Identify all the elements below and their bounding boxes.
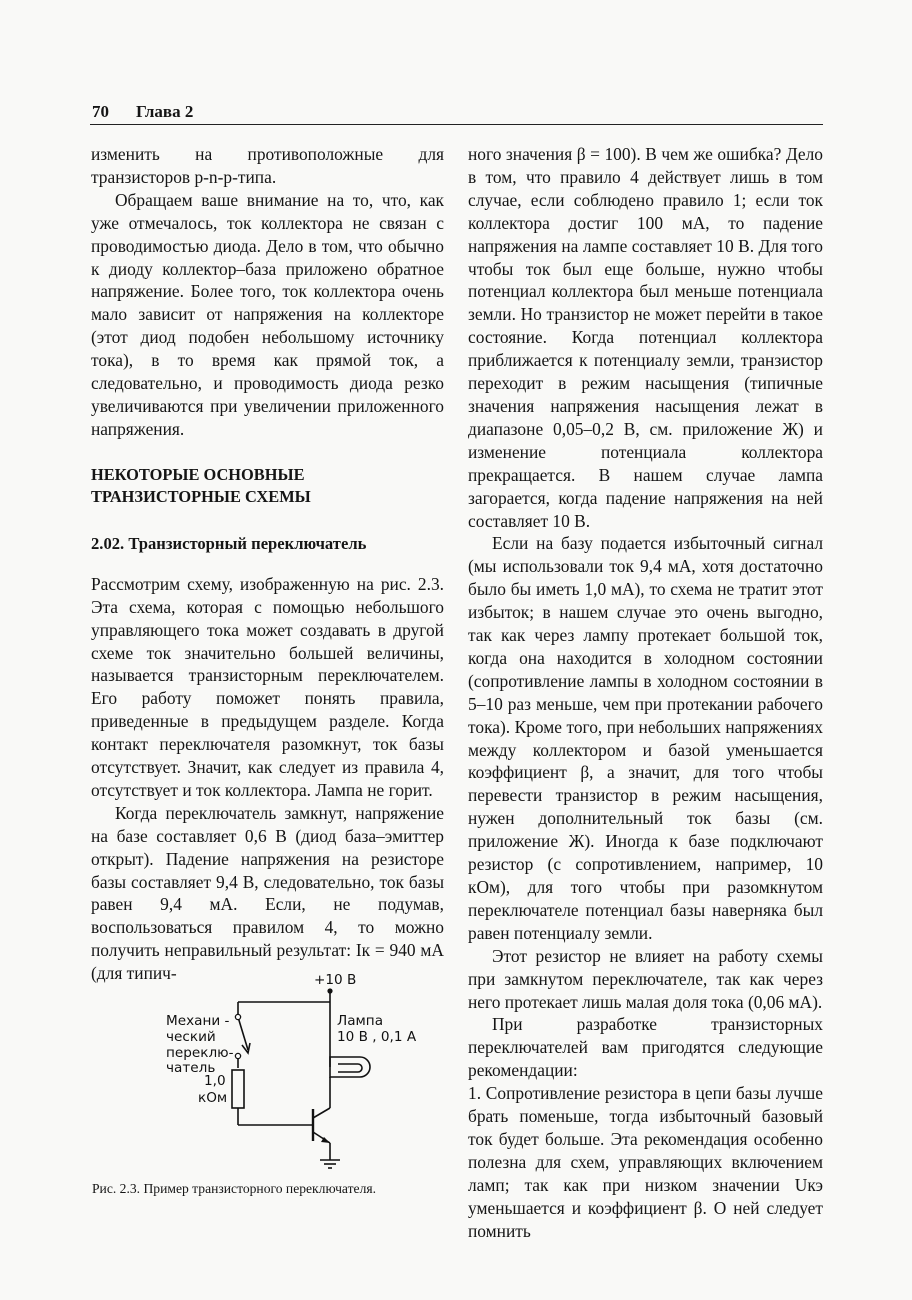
paragraph: ного значения β = 100). В чем же ошибка? Дело в том, что правило 4 действует лишь в том случае, если соблюдено правило 1; если ток коллектора достиг 100 мА, то падение напряжения на лампе составляет 10 В. Для того чтобы ток был еще больше, нужно чтобы потенциал коллектора был меньше потенциала земли. Но транзистор не может перейти в такое состояние. Когда потенциал коллектора приближается к потенциалу земли, транзистор переходит в режим насыщения (типичные значения напряжения насыщения лежат в диапазоне 0,05–0,2 В, см. приложение Ж) и изменение потенциала коллектора прекращается. В нашем случае лампа загорается, когда падение напряжения на ней составляет 10 В. (468, 144, 823, 531)
paragraph: Рассмотрим схему, изображенную на рис. 2.3. Эта схема, которая с помощью небольшого управляющего тока может создавать в другой схеме ток значительно большей величины, называется транзисторным переключателем. Его работу поможет понять правила, приведенные в предыдущем разделе. Когда контакт переключателя разомкнут, ток базы отсутствует. Значит, как следует из правила 4, отсутствует и ток коллектора. Лампа не горит. (91, 573, 444, 800)
running-head (92, 101, 822, 123)
lamp-label: Лампа (337, 1013, 384, 1029)
lamp-label: 10 В , 0,1 А (337, 1029, 417, 1045)
lamp-symbol (330, 1057, 370, 1077)
switch-label: ческий (166, 1029, 216, 1045)
switch-label: чатель (166, 1060, 216, 1076)
page-number: 70 (92, 102, 109, 121)
paragraph: Этот резистор не влияет на работу схемы при замкнутом переключателе, так как через него протекает лишь малая доля тока (0,06 мА). (468, 945, 823, 1012)
transistor-collector (313, 1108, 330, 1118)
chapter-title: Глава 2 (136, 102, 194, 121)
paragraph: изменить на противоположные для транзисторов p-n-p-типа. (91, 144, 444, 187)
resistor-label: 1,0 (204, 1073, 226, 1089)
section-heading (91, 464, 444, 508)
switch-label: переклю- (166, 1045, 234, 1061)
resistor-symbol (232, 1070, 244, 1108)
subsection-heading: 2.02. Транзисторный переключатель (91, 533, 367, 553)
circuit-figure (90, 965, 450, 1180)
figure-caption: Рис. 2.3. Пример транзисторного переключателя. (92, 1181, 377, 1196)
supply-node (327, 988, 332, 993)
left-column (91, 143, 444, 985)
paragraph: Если на базу подается избыточный сигнал (мы использовали ток 9,4 мА, хотя достаточно было бы иметь 1,0 мА), то схема не тратит этот избыток; в нашем случае это очень выгодно, так как через лампу протекает большой ток, когда она находится в холодном состоянии (сопротивление лампы в холодном состоянии в 5–10 раз меньше, чем при протекании рабочего тока). Кроме того, при небольших напряжениях между коллектором и базой уменьшается коэффициент β, а значит, для того чтобы перевести транзистор в режим насыщения, нужен дополнительный ток базы (см. приложение Ж). Иногда к базе подключают резистор (с сопротивлением, например, 10 кОм), для того чтобы при разомкнутом переключателе потенциал базы наверняка был равен потенциалу земли. (468, 533, 823, 943)
supply-label: +10 В (314, 972, 357, 988)
switch-contact-top (235, 1014, 240, 1019)
transistor-switch-diagram (90, 965, 450, 1180)
paragraph: Обращаем ваше внимание на то, что, как уже отмечалось, ток коллектора не связан с проводимостью диода. Дело в том, что обычно к диоду коллектор–база приложено обратное напряжение. Более того, ток коллектора очень мало зависит от напряжения на коллекторе (этот диод подобен небольшому источнику тока), в то время как прямой ток, а следовательно, и проводимость диода резко увеличиваются при увеличении приложенного напряжения. (91, 189, 444, 439)
switch-contact-bottom (235, 1053, 240, 1058)
section-heading-line: ТРАНЗИСТОРНЫЕ СХЕМЫ (91, 486, 311, 506)
switch-label: Механи - (166, 1013, 230, 1029)
paragraph: При разработке транзисторных переключателей вам пригодятся следующие рекомендации: (468, 1014, 823, 1081)
section-heading-line: НЕКОТОРЫЕ ОСНОВНЫЕ (91, 464, 305, 484)
resistor-label: кОм (198, 1090, 228, 1106)
right-column (468, 143, 823, 1243)
lamp-filament (338, 1064, 362, 1072)
paragraph: 1. Сопротивление резистора в цепи базы лучше брать поменьше, тогда избыточный базовый ток будет больше. Эта рекомендация особенно полезна для схем, управляющих включением ламп; так как при низком значении Uкэ уменьшается и коэффициент β. О ней следует помнить (468, 1083, 823, 1241)
header-rule (90, 124, 823, 125)
paragraph: Когда переключатель замкнут, напряжение на базе составляет 0,6 В (диод база–эмиттер открыт). Падение напряжения на резисторе базы составляет 9,4 В, следовательно, ток базы равен 9,4 мА. Если, не подумав, воспользоваться правилом 4, то можно получить неправильный результат: Iк = 940 мА (для типич- (91, 802, 444, 984)
